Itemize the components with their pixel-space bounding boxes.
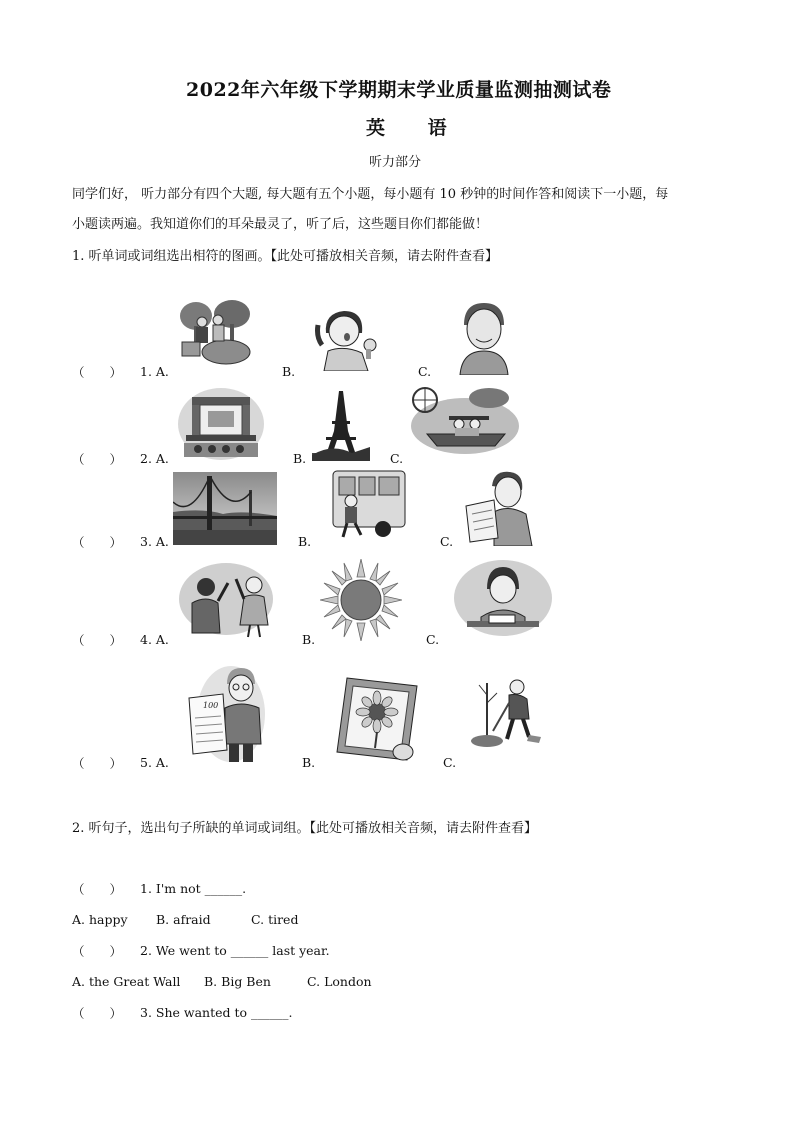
intro-line-2: 小题读两遍。我知道你们的耳朵最灵了，听了后，这些题目你们都能做！ <box>72 217 489 232</box>
boy-reading-map-picture <box>464 470 536 546</box>
option-label-c: C. <box>440 534 454 549</box>
question-text: 1. I'm not ______. <box>140 881 247 896</box>
answer-paren[interactable]: （ ） <box>72 944 123 959</box>
golden-gate-bridge-picture <box>173 472 277 545</box>
girl-singing-picture <box>314 305 384 371</box>
answer-paren[interactable]: （ ） <box>72 535 123 550</box>
answer-paren[interactable]: （ ） <box>72 756 123 771</box>
item-number: 2. A. <box>140 451 169 466</box>
option-b[interactable]: B. Big Ben <box>204 974 271 989</box>
answer-paren[interactable]: （ ） <box>72 633 123 648</box>
man-planting-tree-picture <box>469 677 543 749</box>
girl-writing-picture <box>453 559 553 637</box>
girls-waving-picture <box>178 561 274 639</box>
option-label-b: B. <box>293 451 307 466</box>
question-text: 2. We went to ______ last year. <box>140 943 330 958</box>
boat-ride-picture <box>409 386 521 456</box>
part2-instruction: 2. 听句子，选出句子所缺的单词或词组。【此处可播放相关音频，请去附件查看】 <box>72 821 538 836</box>
option-label-c: C. <box>426 632 440 647</box>
option-c[interactable]: C. London <box>307 974 372 989</box>
boy-with-test-paper-picture <box>187 664 265 764</box>
option-label-c: C. <box>390 451 404 466</box>
part1-instruction: 1. 听单词或词组选出相符的图画。【此处可播放相关音频，请去附件查看】 <box>72 249 499 264</box>
question-text: 3. She wanted to ______. <box>140 1005 293 1020</box>
answer-paren[interactable]: （ ） <box>72 882 123 897</box>
answer-paren[interactable]: （ ） <box>72 365 123 380</box>
item-number: 4. A. <box>140 632 169 647</box>
option-label-c: C. <box>443 755 457 770</box>
option-label-b: B. <box>298 534 312 549</box>
smiling-boy-picture <box>456 301 512 375</box>
option-a[interactable]: A. happy <box>72 912 128 927</box>
subject-title: 英 语 <box>366 117 465 139</box>
theatre-stage-picture <box>178 387 264 461</box>
option-label-b: B. <box>302 632 316 647</box>
item-number: 5. A. <box>140 755 169 770</box>
option-b[interactable]: B. afraid <box>156 912 211 927</box>
item-number: 3. A. <box>140 534 169 549</box>
page-title: 2022年六年级下学期期末学业质量监测抽测试卷 <box>186 79 612 101</box>
option-a[interactable]: A. the Great Wall <box>72 974 181 989</box>
intro-line-1: 同学们好， 听力部分有四个大题, 每大题有五个小题，每小题有 10 秒钟的时间作答和阅读下一小题，每 <box>72 187 669 202</box>
eiffel-tower-picture <box>312 391 370 461</box>
option-label-c: C. <box>418 364 432 379</box>
sunflower-painting-picture <box>331 676 419 764</box>
boy-at-bus-picture <box>331 469 407 543</box>
answer-paren[interactable]: （ ） <box>72 452 123 467</box>
answer-paren[interactable]: （ ） <box>72 1006 123 1021</box>
section-label: 听力部分 <box>369 155 422 170</box>
option-label-b: B. <box>282 364 296 379</box>
option-label-b: B. <box>302 755 316 770</box>
option-c[interactable]: C. tired <box>251 912 299 927</box>
svg-text:100: 100 <box>203 701 219 710</box>
item-number: 1. A. <box>140 364 169 379</box>
family-picnic-picture <box>176 298 252 368</box>
sun-picture <box>320 559 402 641</box>
